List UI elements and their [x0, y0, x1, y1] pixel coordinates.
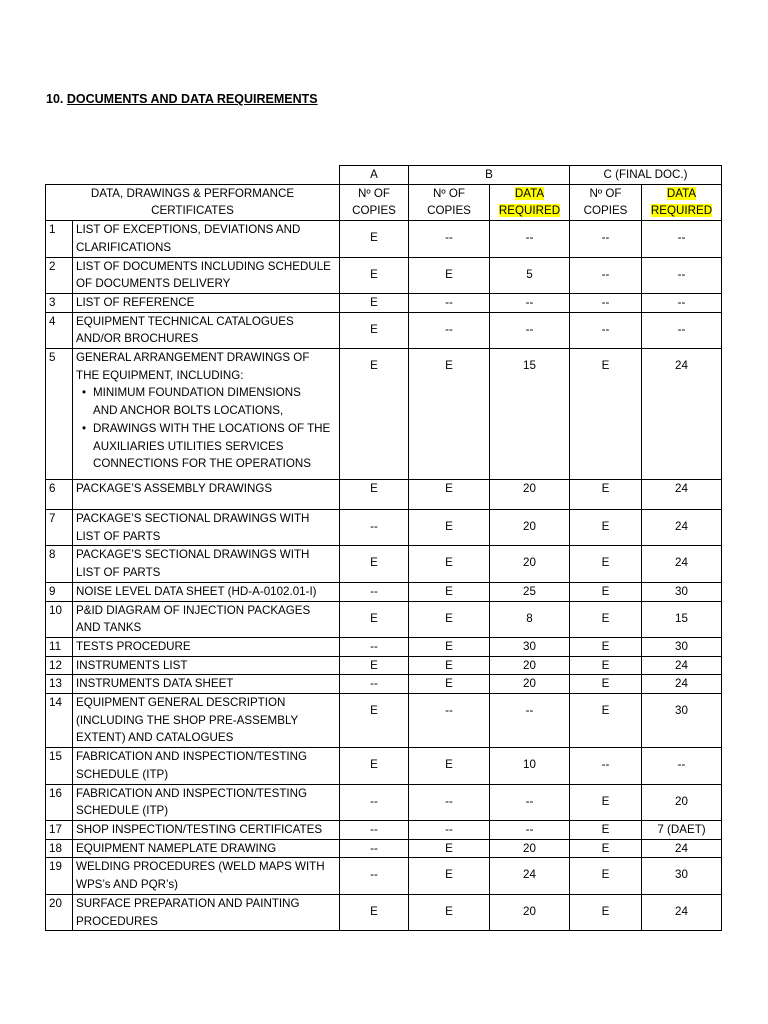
- cell-c-copies: E: [570, 694, 642, 748]
- cell-c-data-required: --: [642, 748, 722, 784]
- cell-a-copies: --: [340, 820, 409, 839]
- row-description: [73, 894, 340, 930]
- cell-c-data-required: 15: [642, 601, 722, 637]
- cell-c-data-required: 30: [642, 694, 722, 748]
- header-line: COPIES: [583, 204, 628, 218]
- cell-b-data-required: --: [490, 221, 570, 257]
- row-description: [73, 349, 340, 480]
- cell-b-data-required: 20: [490, 894, 570, 930]
- table-row: [46, 601, 722, 637]
- cell-c-copies: E: [570, 510, 642, 546]
- header-line: DATA, DRAWINGS & PERFORMANCE: [90, 186, 295, 200]
- row-description: [73, 820, 340, 839]
- row-number: 19: [46, 858, 73, 894]
- row-number: 16: [46, 784, 73, 820]
- cell-c-data-required: --: [642, 221, 722, 257]
- cell-b-copies: E: [409, 546, 490, 582]
- description-line: LIST OF PARTS: [76, 529, 161, 543]
- cell-b-data-required: 5: [490, 257, 570, 293]
- cell-c-copies: E: [570, 820, 642, 839]
- row-description: [73, 546, 340, 582]
- description-line: GENERAL ARRANGEMENT DRAWINGS OF: [76, 351, 310, 365]
- cell-c-copies: E: [570, 480, 642, 510]
- cell-b-data-required: 20: [490, 510, 570, 546]
- row-description: [73, 582, 340, 601]
- cell-c-copies: --: [570, 748, 642, 784]
- cell-c-data-required: 24: [642, 546, 722, 582]
- cell-c-copies: E: [570, 839, 642, 858]
- header-b-copies: [409, 184, 490, 220]
- cell-b-copies: --: [409, 694, 490, 748]
- row-description: [73, 858, 340, 894]
- description-line: INSTRUMENTS LIST: [76, 658, 188, 672]
- description-line: PACKAGE’S SECTIONAL DRAWINGS WITH: [76, 548, 310, 562]
- group-header-a: A: [340, 166, 409, 185]
- description-line: WPS’s AND PQR’s): [76, 878, 178, 892]
- row-number: 5: [46, 349, 73, 480]
- row-number: 1: [46, 221, 73, 257]
- cell-a-copies: --: [340, 582, 409, 601]
- section-number: 10.: [46, 92, 64, 106]
- table-row: [46, 582, 722, 601]
- cell-b-data-required: 20: [490, 480, 570, 510]
- description-line: FABRICATION AND INSPECTION/TESTING: [76, 786, 308, 800]
- cell-c-data-required: 20: [642, 784, 722, 820]
- cell-b-copies: E: [409, 582, 490, 601]
- row-description: [73, 312, 340, 348]
- description-line: PROCEDURES: [76, 914, 158, 928]
- description-line: SCHEDULE (ITP): [76, 767, 169, 781]
- column-header-row: [46, 184, 722, 220]
- bullet-list: [76, 384, 336, 473]
- cell-a-copies: E: [340, 656, 409, 675]
- cell-b-copies: E: [409, 480, 490, 510]
- cell-a-copies: E: [340, 312, 409, 348]
- row-description: [73, 694, 340, 748]
- cell-b-data-required: 30: [490, 637, 570, 656]
- row-description: [73, 480, 340, 510]
- description-line: WELDING PROCEDURES (WELD MAPS WITH: [76, 860, 325, 874]
- cell-a-copies: E: [340, 221, 409, 257]
- cell-b-data-required: 24: [490, 858, 570, 894]
- cell-a-copies: --: [340, 675, 409, 694]
- cell-c-data-required: 24: [642, 675, 722, 694]
- cell-a-copies: E: [340, 349, 409, 480]
- description-line: (INCLUDING THE SHOP PRE-ASSEMBLY: [76, 713, 299, 727]
- table-row: [46, 510, 722, 546]
- cell-b-copies: E: [409, 839, 490, 858]
- cell-a-copies: E: [340, 546, 409, 582]
- table-row: [46, 293, 722, 312]
- row-description: [73, 675, 340, 694]
- header-c-copies: [570, 184, 642, 220]
- header-line: REQUIRED: [650, 204, 713, 218]
- row-number: 10: [46, 601, 73, 637]
- row-description: [73, 221, 340, 257]
- cell-b-copies: E: [409, 748, 490, 784]
- cell-b-copies: --: [409, 820, 490, 839]
- description-line: NOISE LEVEL DATA SHEET (HD-A-0102.01-I): [76, 584, 317, 598]
- cell-a-copies: --: [340, 839, 409, 858]
- cell-b-copies: --: [409, 221, 490, 257]
- cell-c-data-required: 24: [642, 656, 722, 675]
- cell-c-copies: E: [570, 784, 642, 820]
- cell-b-data-required: --: [490, 820, 570, 839]
- description-line: AND TANKS: [76, 621, 142, 635]
- group-header-b: B: [409, 166, 570, 185]
- row-description: [73, 601, 340, 637]
- cell-b-data-required: 20: [490, 546, 570, 582]
- cell-c-copies: E: [570, 894, 642, 930]
- cell-b-copies: --: [409, 293, 490, 312]
- cell-c-data-required: 30: [642, 637, 722, 656]
- header-line: COPIES: [427, 204, 471, 218]
- cell-c-data-required: --: [642, 257, 722, 293]
- description-line: AND/OR BROCHURES: [76, 332, 199, 346]
- cell-c-data-required: 24: [642, 839, 722, 858]
- header-line: Nº OF: [433, 186, 465, 200]
- cell-a-copies: --: [340, 784, 409, 820]
- row-description: [73, 293, 340, 312]
- cell-a-copies: E: [340, 894, 409, 930]
- cell-a-copies: --: [340, 858, 409, 894]
- description-line: SHOP INSPECTION/TESTING CERTIFICATES: [76, 822, 323, 836]
- description-line: CLARIFICATIONS: [76, 240, 172, 254]
- row-description: [73, 656, 340, 675]
- cell-c-copies: --: [570, 312, 642, 348]
- row-number: 3: [46, 293, 73, 312]
- cell-b-data-required: 20: [490, 675, 570, 694]
- cell-b-data-required: 20: [490, 656, 570, 675]
- cell-a-copies: E: [340, 257, 409, 293]
- cell-c-data-required: 7 (DAET): [642, 820, 722, 839]
- cell-c-data-required: 24: [642, 480, 722, 510]
- cell-b-copies: E: [409, 510, 490, 546]
- cell-b-data-required: --: [490, 694, 570, 748]
- cell-c-copies: E: [570, 601, 642, 637]
- cell-c-copies: --: [570, 221, 642, 257]
- bullet-line: AND ANCHOR BOLTS LOCATIONS,: [93, 404, 284, 418]
- header-line: COPIES: [352, 204, 396, 218]
- row-description: [73, 257, 340, 293]
- cell-b-data-required: 10: [490, 748, 570, 784]
- cell-c-data-required: 24: [642, 510, 722, 546]
- row-number: 12: [46, 656, 73, 675]
- cell-c-copies: E: [570, 656, 642, 675]
- header-line: Nº OF: [589, 186, 622, 200]
- bullet-item: [93, 420, 336, 473]
- table-row: [46, 257, 722, 293]
- cell-b-copies: --: [409, 312, 490, 348]
- header-line: DATA: [514, 186, 545, 200]
- row-number: 17: [46, 820, 73, 839]
- description-line: EXTENT) AND CATALOGUES: [76, 731, 234, 745]
- cell-a-copies: E: [340, 601, 409, 637]
- cell-c-copies: E: [570, 582, 642, 601]
- cell-c-data-required: 24: [642, 894, 722, 930]
- cell-b-copies: E: [409, 349, 490, 480]
- table-row: [46, 839, 722, 858]
- cell-c-data-required: --: [642, 293, 722, 312]
- cell-b-copies: E: [409, 675, 490, 694]
- cell-c-copies: E: [570, 349, 642, 480]
- table-row: [46, 784, 722, 820]
- header-c-data-required: [642, 184, 722, 220]
- cell-a-copies: E: [340, 694, 409, 748]
- bullet-line: • MINIMUM FOUNDATION DIMENSIONS: [93, 386, 301, 400]
- row-number: 11: [46, 637, 73, 656]
- row-number: 18: [46, 839, 73, 858]
- cell-b-data-required: --: [490, 312, 570, 348]
- cell-b-data-required: 20: [490, 839, 570, 858]
- cell-a-copies: --: [340, 637, 409, 656]
- description-line: THE EQUIPMENT, INCLUDING:: [76, 368, 244, 382]
- cell-c-copies: --: [570, 257, 642, 293]
- cell-b-data-required: 8: [490, 601, 570, 637]
- description-line: PACKAGE’S SECTIONAL DRAWINGS WITH: [76, 512, 310, 526]
- description-line: PACKAGE’S ASSEMBLY DRAWINGS: [76, 482, 273, 496]
- cell-b-data-required: 25: [490, 582, 570, 601]
- cell-b-data-required: --: [490, 293, 570, 312]
- description-line: LIST OF EXCEPTIONS, DEVIATIONS AND: [76, 223, 301, 237]
- cell-c-data-required: 24: [642, 349, 722, 480]
- cell-c-copies: --: [570, 293, 642, 312]
- cell-b-copies: E: [409, 601, 490, 637]
- cell-b-data-required: 15: [490, 349, 570, 480]
- description-line: SCHEDULE (ITP): [76, 804, 169, 818]
- cell-b-copies: E: [409, 656, 490, 675]
- row-number: 8: [46, 546, 73, 582]
- header-a-copies: [340, 184, 409, 220]
- description-line: INSTRUMENTS DATA SHEET: [76, 677, 234, 691]
- bullet-item: [93, 384, 336, 419]
- table-row: [46, 820, 722, 839]
- header-b-data-required: [490, 184, 570, 220]
- section-title: DOCUMENTS AND DATA REQUIREMENTS: [66, 92, 318, 106]
- row-number: 15: [46, 748, 73, 784]
- cell-a-copies: E: [340, 480, 409, 510]
- group-header-c: C (FINAL DOC.): [570, 166, 722, 185]
- description-line: SURFACE PREPARATION AND PAINTING: [76, 896, 300, 910]
- description-line: EQUIPMENT GENERAL DESCRIPTION: [76, 696, 286, 710]
- cell-c-data-required: --: [642, 312, 722, 348]
- row-number: 4: [46, 312, 73, 348]
- description-line: LIST OF DOCUMENTS INCLUDING SCHEDULE: [76, 259, 331, 273]
- table-row: [46, 637, 722, 656]
- cell-c-copies: E: [570, 637, 642, 656]
- description-line: OF DOCUMENTS DELIVERY: [76, 277, 231, 291]
- bullet-line: AUXILIARIES UTILITIES SERVICES: [93, 439, 284, 453]
- cell-a-copies: E: [340, 748, 409, 784]
- header-description: [46, 184, 340, 220]
- row-description: [73, 637, 340, 656]
- row-description: [73, 839, 340, 858]
- table-row: [46, 312, 722, 348]
- cell-c-copies: E: [570, 546, 642, 582]
- row-description: [73, 784, 340, 820]
- description-line: LIST OF REFERENCE: [76, 295, 195, 309]
- cell-c-copies: E: [570, 858, 642, 894]
- table-row: [46, 480, 722, 510]
- table-row: [46, 221, 722, 257]
- cell-b-data-required: --: [490, 784, 570, 820]
- table-row: [46, 858, 722, 894]
- cell-b-copies: E: [409, 858, 490, 894]
- row-number: 13: [46, 675, 73, 694]
- description-line: EQUIPMENT NAMEPLATE DRAWING: [76, 841, 277, 855]
- table-row: [46, 894, 722, 930]
- row-description: [73, 748, 340, 784]
- section-heading: [46, 92, 318, 106]
- description-line: LIST OF PARTS: [76, 566, 161, 580]
- description-line: TESTS PROCEDURE: [76, 639, 191, 653]
- table-row: [46, 546, 722, 582]
- cell-b-copies: E: [409, 894, 490, 930]
- header-line: REQUIRED: [498, 204, 561, 218]
- description-line: EQUIPMENT TECHNICAL CATALOGUES: [76, 314, 294, 328]
- description-line: P&ID DIAGRAM OF INJECTION PACKAGES: [76, 603, 311, 617]
- cell-b-copies: E: [409, 637, 490, 656]
- table-row: [46, 748, 722, 784]
- row-number: 7: [46, 510, 73, 546]
- row-number: 20: [46, 894, 73, 930]
- cell-a-copies: E: [340, 293, 409, 312]
- cell-c-data-required: 30: [642, 582, 722, 601]
- group-header-row: [46, 166, 722, 185]
- header-line: CERTIFICATES: [151, 204, 234, 218]
- cell-b-copies: --: [409, 784, 490, 820]
- row-number: 9: [46, 582, 73, 601]
- bullet-line: CONNECTIONS FOR THE OPERATIONS: [93, 457, 311, 471]
- cell-b-copies: E: [409, 257, 490, 293]
- row-number: 2: [46, 257, 73, 293]
- cell-c-copies: E: [570, 675, 642, 694]
- row-number: 14: [46, 694, 73, 748]
- header-line: DATA: [666, 186, 697, 200]
- table-row: [46, 349, 722, 480]
- table-row: [46, 675, 722, 694]
- row-number: 6: [46, 480, 73, 510]
- table-row: [46, 656, 722, 675]
- bullet-line: • DRAWINGS WITH THE LOCATIONS OF THE: [93, 421, 331, 435]
- cell-a-copies: --: [340, 510, 409, 546]
- row-description: [73, 510, 340, 546]
- requirements-table: [45, 165, 722, 931]
- description-line: FABRICATION AND INSPECTION/TESTING: [76, 750, 308, 764]
- header-line: Nº OF: [358, 186, 390, 200]
- table-row: [46, 694, 722, 748]
- cell-c-data-required: 30: [642, 858, 722, 894]
